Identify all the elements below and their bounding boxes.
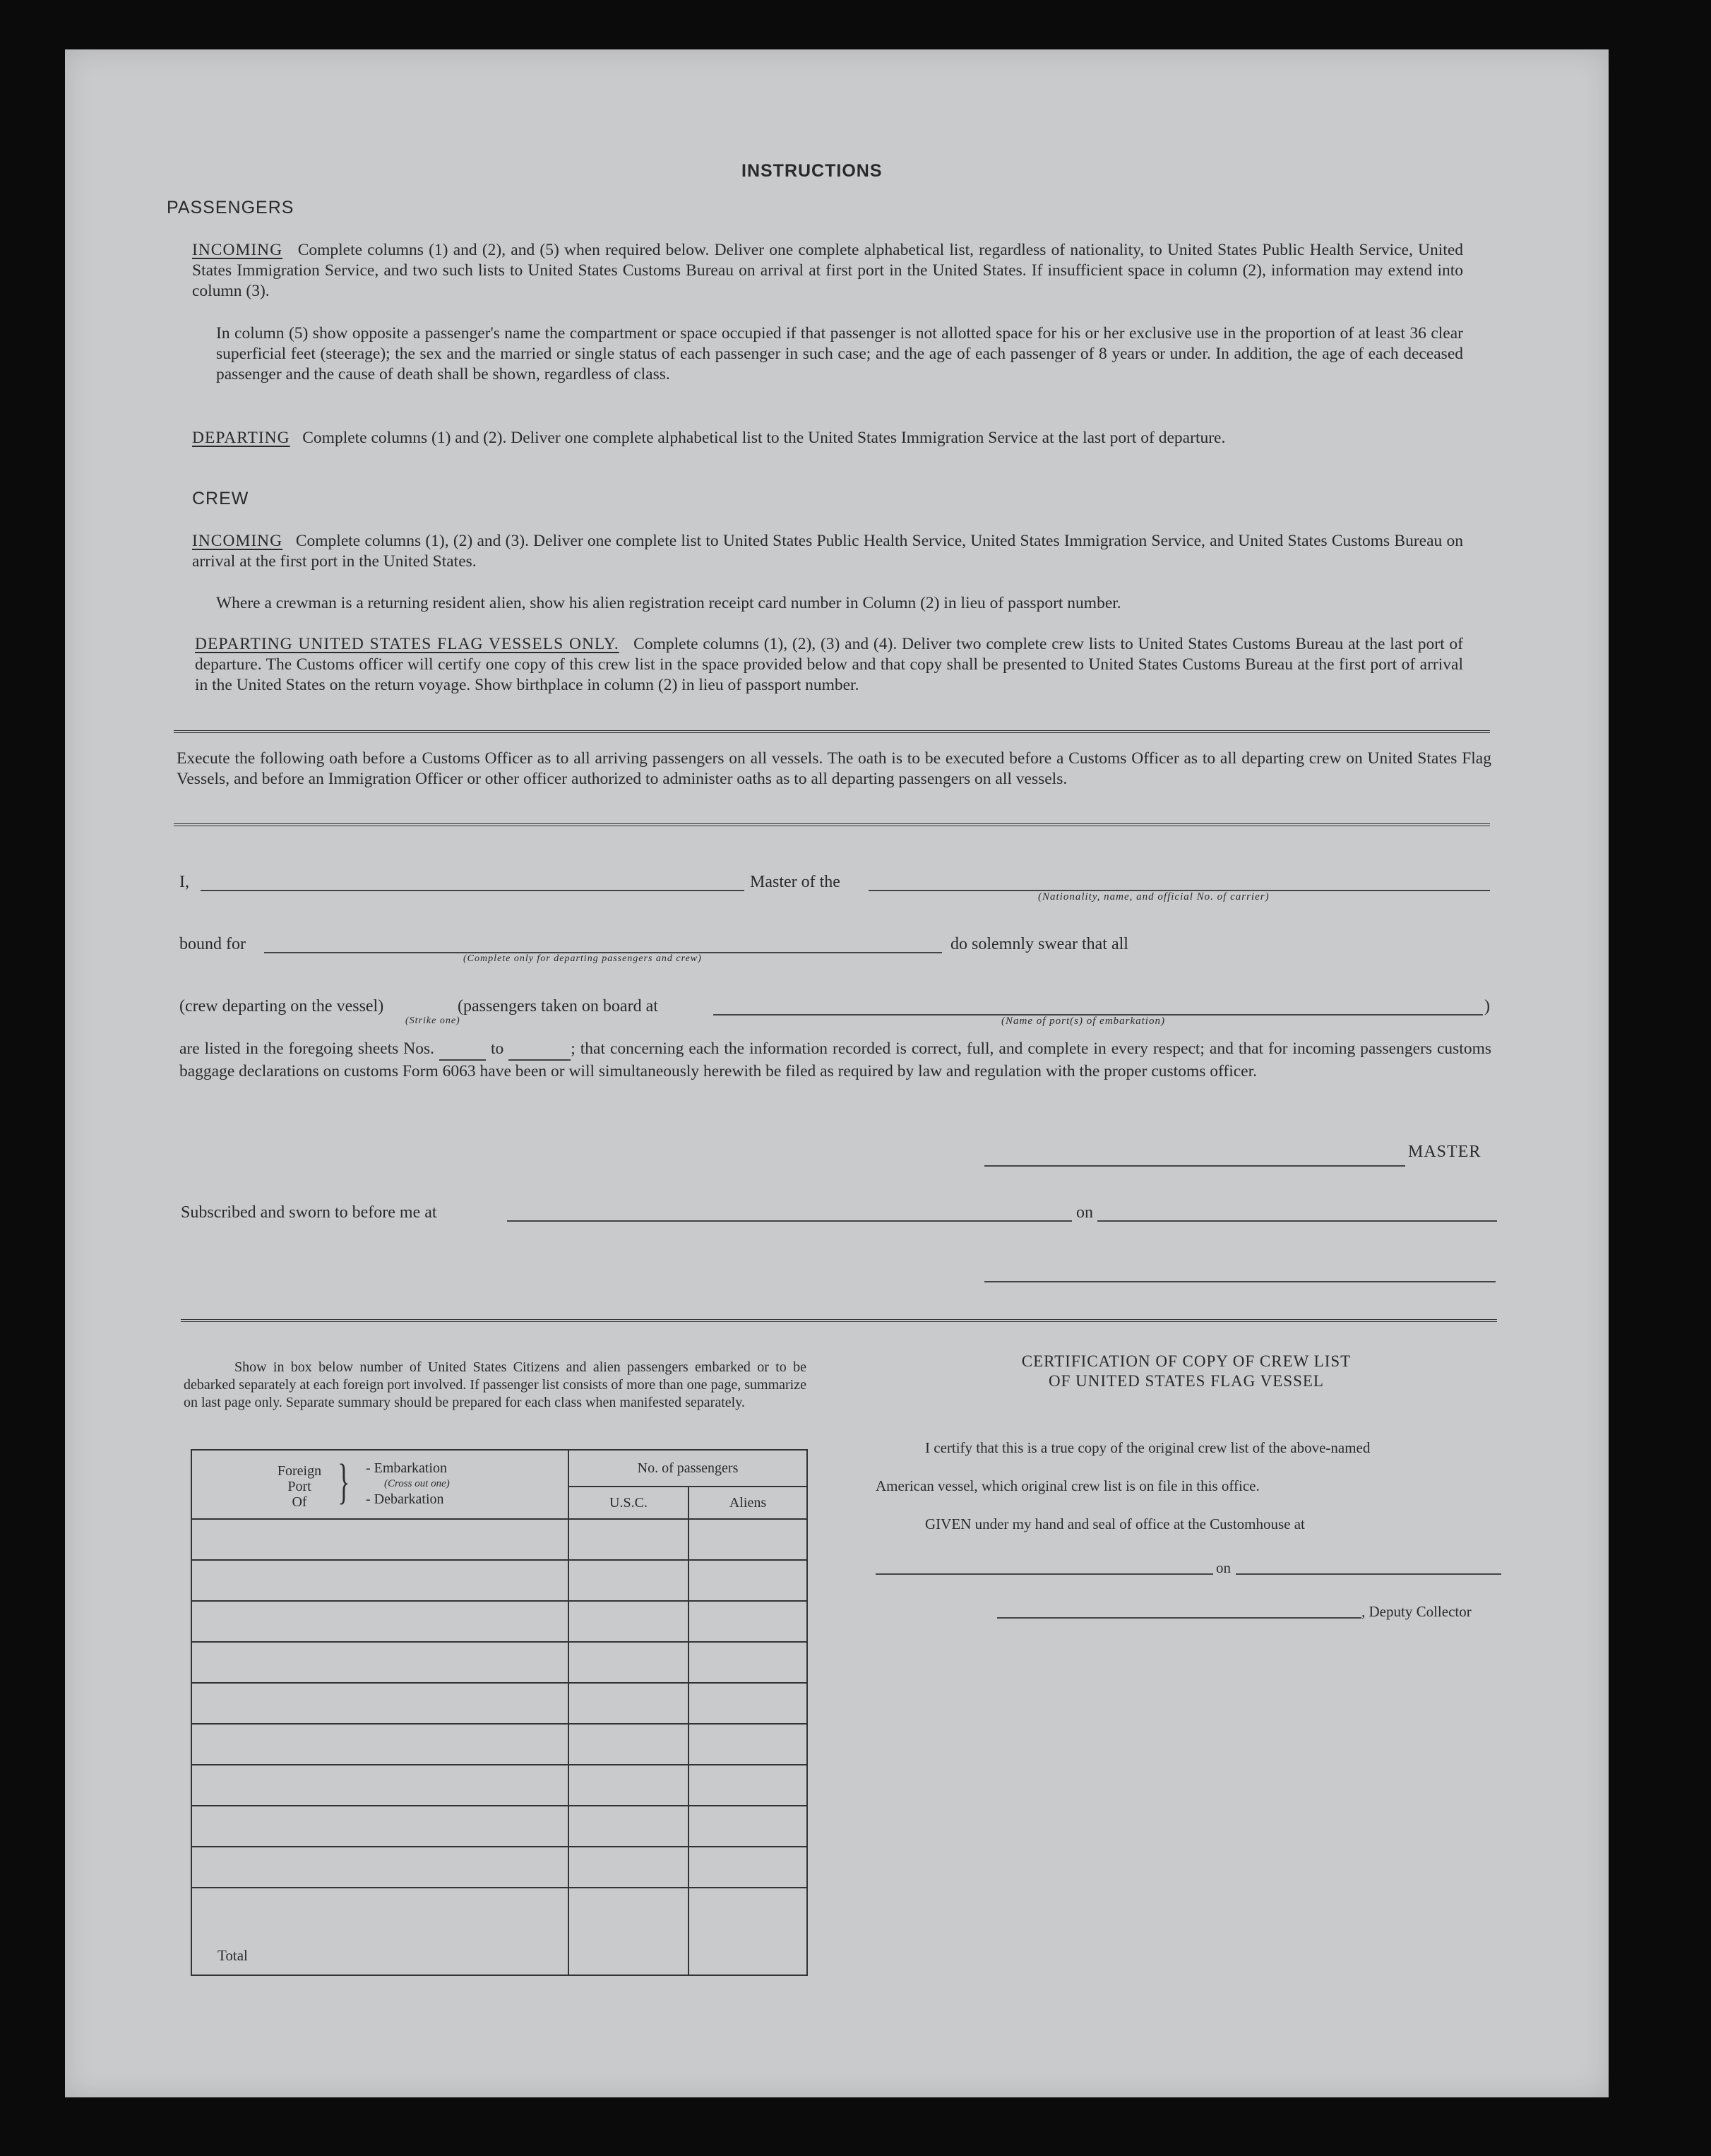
foreign-port-header [191, 1450, 568, 1519]
usc-cell[interactable] [568, 1601, 688, 1642]
close-paren: ) [1484, 997, 1490, 1016]
port-label: Port [287, 1479, 311, 1494]
oath-instructions: Execute the following oath before a Customs Officer as to all arriving passengers on all vessels. The oath is to be executed before a Customs Officer as to all departing crew on United States Flag Vessels, and before an Immigration Officer or other officer authorized to administer oaths as to all departing passengers on all vessels. [177, 749, 1491, 788]
certification-title-line1: CERTIFICATION OF COPY OF CREW LIST [1021, 1352, 1352, 1370]
port-cell[interactable] [191, 1560, 568, 1601]
usc-cell[interactable] [568, 1806, 688, 1847]
to-text: to [490, 1040, 504, 1058]
port-cell[interactable] [191, 1642, 568, 1683]
departing-text: Complete columns (1) and (2). Deliver one complete alphabetical list to the United States Immigration Service at the last port of departure. [302, 429, 1226, 447]
port-cell[interactable] [191, 1724, 568, 1765]
oath-i: I, [179, 873, 189, 891]
usc-cell[interactable] [568, 1847, 688, 1888]
column5-paragraph: In column (5) show opposite a passenger's name the compartment or space occupied if that passenger is not allotted space for his or her exclusive use in the proportion of at least 36 clear superficial feet (steerage); the sex and the married or single status of each passenger in such case; and the age of each passenger of 8 years or under. In addition, the age of each deceased passenger and the cause of death shall be shown, regardless of class. [216, 324, 1463, 383]
departing-flag-text: Complete columns (1), (2), (3) and (4). Deliver two complete crew lists to United States Customs Bureau at the last port of departure. The Customs officer will certify one copy of this crew list in the space provided below and that copy shall be presented to United States Customs Bureau at the first port of arrival in the United States on the return voyage. Show birthplace in column (2) in lieu of passport number. [195, 635, 1463, 694]
aliens-cell[interactable] [688, 1642, 807, 1683]
aliens-cell[interactable] [688, 1519, 807, 1560]
port-cell[interactable] [191, 1519, 568, 1560]
bound-caption: (Complete only for departing passengers and crew) [463, 953, 702, 964]
aliens-cell[interactable] [688, 1683, 807, 1724]
certify-text: I certify that this is a true copy of the original crew list of the above-named [925, 1439, 1371, 1456]
sheet-to-field[interactable] [508, 1038, 571, 1061]
deputy-collector-label: , Deputy Collector [1361, 1603, 1472, 1620]
aliens-cell[interactable] [688, 1560, 807, 1601]
crew-departing-option[interactable]: (crew departing on the vessel) [179, 997, 384, 1016]
page-title: INSTRUCTIONS [741, 161, 883, 181]
aliens-cell[interactable] [688, 1601, 807, 1642]
given-text: GIVEN under my hand and seal of office at the Customhouse at [925, 1515, 1305, 1532]
usc-total-cell[interactable] [568, 1888, 688, 1975]
passenger-summary-table [191, 1449, 808, 1976]
aliens-cell[interactable] [688, 1765, 807, 1806]
brace-icon: } [338, 1455, 350, 1509]
crew-incoming-text: Complete columns (1), (2) and (3). Deliver one complete list to United States Public Health Service, United States Immigration Service, and United States Customs Bureau on arrival at the first port in the United States. [192, 532, 1463, 571]
deputy-signature-field[interactable] [997, 1617, 1361, 1619]
passengers-heading: PASSENGERS [167, 198, 294, 218]
embarkation-option: - Embarkation [366, 1460, 447, 1476]
usc-header: U.S.C. [568, 1487, 688, 1519]
crew-heading: CREW [192, 489, 249, 508]
usc-cell[interactable] [568, 1519, 688, 1560]
usc-cell[interactable] [568, 1560, 688, 1601]
total-label: Total [191, 1888, 568, 1975]
incoming-text: Complete columns (1) and (2), and (5) when required below. Deliver one complete alphabetical list, regardless of nationality, to United States Public Health Service, United States Immigration Service, and two such lists to United States Customs Bureau on arrival at first port in the United States. If insufficient space in column (2), information may extend into column (3). [192, 241, 1464, 300]
cert-date-field[interactable] [1236, 1573, 1501, 1575]
oath-body [179, 1038, 1491, 1082]
port-cell[interactable] [191, 1847, 568, 1888]
subscribed-text: Subscribed and sworn to before me at [181, 1203, 437, 1222]
divider [174, 823, 1490, 826]
sworn-place-field[interactable] [507, 1220, 1072, 1222]
port-cell[interactable] [191, 1683, 568, 1724]
usc-cell[interactable] [568, 1642, 688, 1683]
bound-for-label: bound for [179, 935, 246, 953]
customhouse-field[interactable] [876, 1573, 1213, 1575]
officer-signature-field[interactable] [984, 1281, 1496, 1282]
american-vessel-text: American vessel, which original crew list is on file in this office. [876, 1477, 1260, 1494]
master-of-the-label: Master of the [750, 873, 840, 891]
sheet-from-field[interactable] [439, 1038, 486, 1061]
swear-text: do solemnly swear that all [950, 935, 1128, 953]
departing-flag-paragraph [195, 634, 1463, 696]
listed-text: are listed in the foregoing sheets Nos. [179, 1040, 435, 1058]
port-cell[interactable] [191, 1601, 568, 1642]
usc-cell[interactable] [568, 1765, 688, 1806]
carrier-caption: (Nationality, name, and official No. of carrier) [1038, 891, 1270, 903]
strike-one-caption: (Strike one) [405, 1016, 460, 1026]
port-cell[interactable] [191, 1765, 568, 1806]
departing-flag-label: DEPARTING UNITED STATES FLAG VESSELS ONLY. [195, 635, 619, 653]
cert-on-text: on [1216, 1559, 1231, 1576]
oath-rest-text: ; that concerning each the information recorded is correct, full, and complete in every respect; and that for incoming passengers customs baggage declarations on customs Form 6063 have been or will simultaneously herewith be filed as required by law and regulation with the proper customs officer. [179, 1040, 1491, 1080]
port-cell[interactable] [191, 1806, 568, 1847]
debarkation-option: - Debarkation [366, 1491, 444, 1507]
divider [181, 1319, 1497, 1322]
passengers-incoming-paragraph [192, 240, 1463, 302]
passengers-departing-paragraph [192, 428, 1463, 448]
aliens-cell[interactable] [688, 1724, 807, 1765]
on-text: on [1076, 1203, 1093, 1222]
master-signature-field[interactable] [984, 1165, 1405, 1167]
departing-label: DEPARTING [192, 429, 290, 447]
aliens-cell[interactable] [688, 1806, 807, 1847]
crew-incoming-paragraph [192, 531, 1463, 572]
incoming-label: INCOMING [192, 241, 283, 259]
usc-cell[interactable] [568, 1724, 688, 1765]
aliens-cell[interactable] [688, 1847, 807, 1888]
summary-instructions: Show in box below number of United States Citizens and alien passengers embarked or to be debarked separately at each foreign port involved. If passenger list consists of more than one page, summarize on last page only. Separate summary should be prepared for each class when manifested separately. [184, 1359, 806, 1410]
usc-cell[interactable] [568, 1683, 688, 1724]
aliens-header: Aliens [688, 1487, 807, 1519]
crewman-paragraph: Where a crewman is a returning resident alien, show his alien registration receipt card number in Column (2) in lieu of passport number. [216, 594, 1121, 612]
master-name-field[interactable] [201, 890, 744, 891]
cross-out-caption: (Cross out one) [384, 1478, 450, 1489]
no-passengers-header: No. of passengers [568, 1450, 807, 1487]
master-label: MASTER [1408, 1143, 1482, 1161]
of-label: Of [292, 1494, 307, 1510]
foreign-label: Foreign [277, 1463, 322, 1479]
certification-title [876, 1352, 1497, 1391]
sworn-date-field[interactable] [1097, 1220, 1497, 1222]
aliens-total-cell[interactable] [688, 1888, 807, 1975]
passengers-taken-option[interactable]: (passengers taken on board at [458, 997, 658, 1016]
embark-caption: (Name of port(s) of embarkation) [1001, 1016, 1165, 1027]
crew-incoming-label: INCOMING [192, 532, 283, 550]
certification-title-line2: OF UNITED STATES FLAG VESSEL [1049, 1372, 1324, 1390]
divider [174, 730, 1490, 733]
